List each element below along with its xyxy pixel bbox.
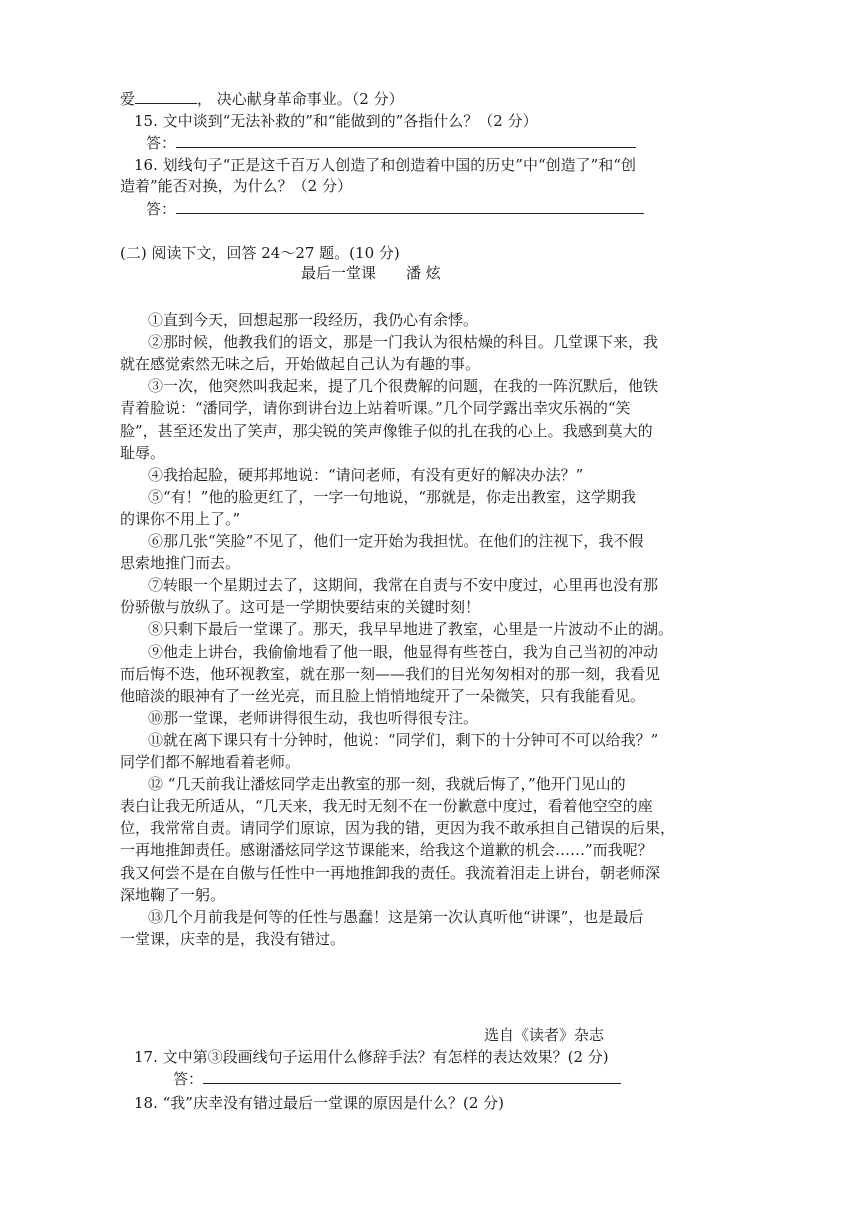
paragraph-5-line-1: ⑤“有！”他的脸更红了，一字一句地说，“那就是，你走出教室，这学期我 xyxy=(148,488,637,506)
q17-answer-label: 答： xyxy=(173,1070,204,1088)
paragraph-11-line-1: ⑪就在离下课只有十分钟时，他说：“同学们，剩下的十分钟可不可以给我？” xyxy=(148,731,659,749)
paragraph-7-line-2: 份骄傲与放纵了。这可是一学期快要结束的关键时刻！ xyxy=(120,598,481,616)
paragraph-2-line-1: ②那时候，他教我们的语文，那是一门我认为很枯燥的科目。几堂课下来，我 xyxy=(148,333,659,351)
q15-answer-blank[interactable] xyxy=(176,133,636,148)
source-line: 选自《读者》杂志 xyxy=(484,1026,605,1044)
q17-prompt: 17. 文中第③段画线句子运用什么修辞手法？有怎样的表达效果？(2 分) xyxy=(134,1048,609,1066)
q14-tail-line xyxy=(120,89,404,111)
q14-tail-suffix: ， 决心献身革命事业。（2 分） xyxy=(197,90,404,108)
paragraph-9-line-3: 他暗淡的眼神有了一丝光亮，而且脸上悄悄地绽开了一朵微笑，只有我能看见。 xyxy=(120,687,646,705)
paragraph-9-line-1: ⑨他走上讲台，我偷偷地看了他一眼，他显得有些苍白，我为自己当初的冲动 xyxy=(148,643,659,661)
paragraph-12-line-3: 位，我常常自责。请同学们原谅，因为我的错，更因为我不敢承担自己错误的后果， xyxy=(120,819,676,837)
q16-answer-line xyxy=(146,199,644,221)
paragraph-12-line-5: 我又何尝不是在自傲与任性中一再地推卸我的责任。我流着泪走上讲台，朝老师深 xyxy=(120,864,661,882)
paragraph-10-line-1: ⑩那一堂课，老师讲得很生动，我也听得很专注。 xyxy=(148,709,479,727)
article-author: 潘 炫 xyxy=(406,264,441,282)
article-title-line xyxy=(301,263,441,283)
section-intro: (二) 阅读下文，回答 24～27 题。(10 分) xyxy=(120,244,400,262)
q18-prompt: 18. “我”庆幸没有错过最后一堂课的原因是什么？(2 分) xyxy=(134,1094,504,1112)
paragraph-6-line-1: ⑥那几张“笑脸”不见了，他们一定开始为我担忧。在他们的注视下，我不假 xyxy=(148,532,644,550)
q15-prompt: 15. 文中谈到“无法补救的”和“能做到的”各指什么？（2 分） xyxy=(134,112,538,130)
q15-answer-label: 答： xyxy=(146,134,177,152)
paragraph-5-line-2: 的课你不用上了。” xyxy=(120,510,241,528)
paragraph-3-line-3: 脸”，甚至还发出了笑声，那尖锐的笑声像锥子似的扎在我的心上。我感到莫大的 xyxy=(120,422,653,440)
paragraph-12-line-6: 深地鞠了一躬。 xyxy=(120,886,226,904)
paragraph-3-line-1: ③一次，他突然叫我起来，提了几个很费解的问题，在我的一阵沉默后，他铁 xyxy=(148,377,659,395)
paragraph-12-line-2: 表白让我无所适从，“几天来，我无时无刻不在一份歉意中度过，看着他空空的座 xyxy=(120,797,653,815)
q16-answer-label: 答： xyxy=(146,200,177,218)
paragraph-7-line-1: ⑦转眼一个星期过去了，这期间，我常在自责与不安中度过，心里再也没有那 xyxy=(148,576,659,594)
q14-tail-prefix: 爱 xyxy=(120,90,136,108)
paragraph-4-line-1: ④我抬起脸，硬邦邦地说：“请问老师，有没有更好的解决办法？” xyxy=(148,466,584,484)
paragraph-2-line-2: 就在感觉索然无味之后，开始做起自己认为有趣的事。 xyxy=(120,355,481,373)
paragraph-1-line-1: ①直到今天，回想起那一段经历，我仍心有余悸。 xyxy=(148,311,479,329)
article-title: 最后一堂课 xyxy=(301,264,377,282)
paragraph-12-line-4: 一再地推卸责任。感谢潘炫同学这节课能来，给我这个道歉的机会……”而我呢？ xyxy=(120,841,653,859)
q17-answer-line xyxy=(173,1069,621,1091)
paragraph-11-line-2: 同学们都不解地看着老师。 xyxy=(120,753,301,771)
q14-answer-blank[interactable] xyxy=(135,89,197,104)
q16-prompt-line1: 16. 划线句子“正是这千百万人创造了和创造着中国的历史”中“创造了”和“创 xyxy=(134,156,636,174)
paragraph-9-line-2: 而后悔不迭，他环视教室，就在那一刻——我们的目光匆匆相对的那一刻，我看见 xyxy=(120,665,661,683)
paragraph-6-line-2: 思索地推门而去。 xyxy=(120,554,241,572)
q17-answer-blank[interactable] xyxy=(203,1069,621,1084)
q15-answer-line xyxy=(146,133,636,155)
paragraph-8-line-1: ⑧只剩下最后一堂课了。那天，我早早地进了教室，心里是一片波动不止的湖。 xyxy=(148,620,674,638)
q16-prompt-line2: 造着”能否对换，为什么？（2 分） xyxy=(120,177,352,195)
paragraph-12-line-1: ⑫ “几天前我让潘炫同学走出教室的那一刻，我就后悔了，”他开门见山的 xyxy=(148,775,626,793)
q16-answer-blank[interactable] xyxy=(176,199,644,214)
paragraph-3-line-4: 耻辱。 xyxy=(120,444,166,462)
paragraph-13-line-2: 一堂课，庆幸的是，我没有错过。 xyxy=(120,930,346,948)
paragraph-3-line-2: 青着脸说：“潘同学，请你到讲台边上站着听课。”几个同学露出幸灾乐祸的“笑 xyxy=(120,399,631,417)
paragraph-13-line-1: ⑬几个月前我是何等的任性与愚蠢！这是第一次认真听他“讲课”，也是最后 xyxy=(148,908,644,926)
